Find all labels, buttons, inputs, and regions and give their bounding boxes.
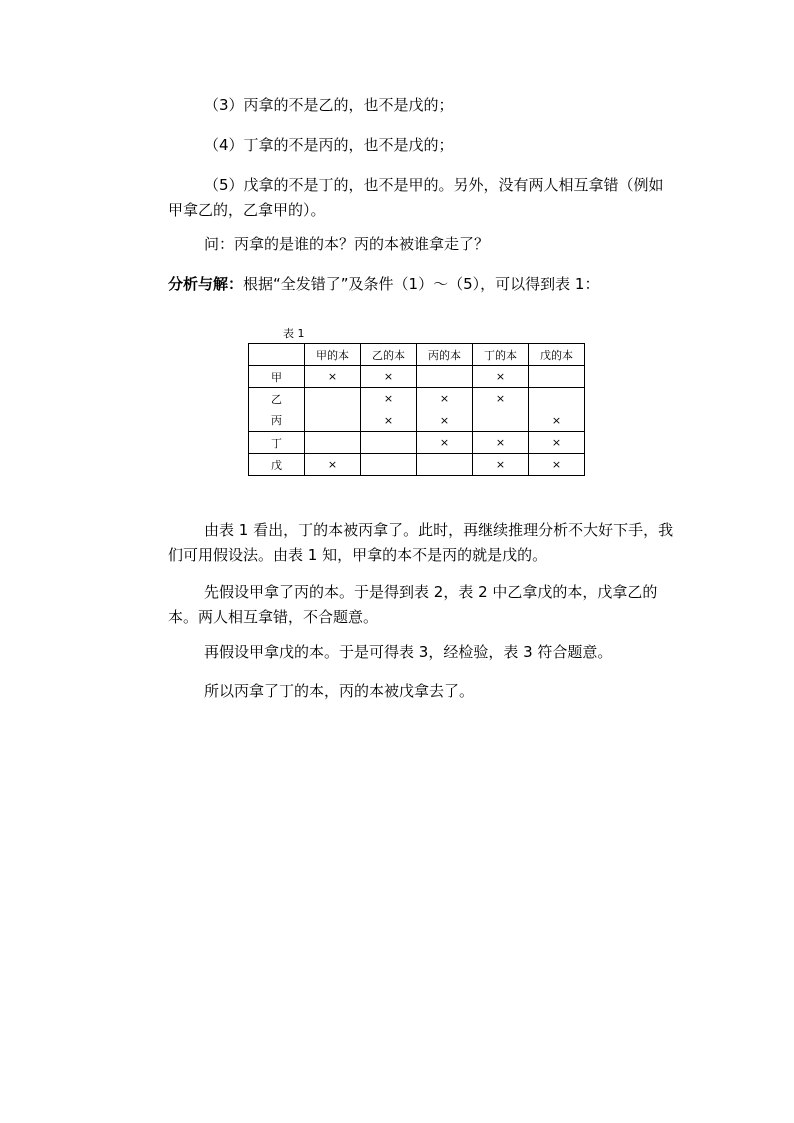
table-cell: ×	[439, 413, 450, 427]
header-cell: 戊的本	[529, 344, 585, 366]
condition-4: （4）丁拿的不是丙的，也不是戊的；	[204, 136, 454, 154]
table-cell	[305, 388, 360, 410]
analysis-paragraph	[168, 272, 678, 297]
table-cell: ×	[529, 454, 585, 476]
analysis-text: 根据“全发错了”及条件（1）～（5），可以得到表 1：	[243, 275, 600, 293]
table-cell	[305, 410, 360, 432]
table-1	[248, 343, 585, 476]
row-label: 甲	[249, 366, 305, 388]
table-cell	[417, 454, 473, 476]
table-cell	[473, 410, 528, 432]
paragraph-assumption-2: 再假设甲拿戊的本。于是可得表 3，经检验，表 3 符合题意。	[204, 643, 613, 661]
table-cell: ×	[473, 454, 529, 476]
header-cell: 甲的本	[305, 344, 361, 366]
table-cell: ×	[439, 392, 450, 406]
table-cell-pair	[305, 388, 361, 432]
table-cell: ×	[417, 432, 473, 454]
table-cell	[361, 454, 417, 476]
header-cell: 乙的本	[361, 344, 417, 366]
paragraph-assumption-1: 先假设甲拿了丙的本。于是得到表 2，表 2 中乙拿戊的本，戊拿乙的本。两人相互拿错，不合题意。	[168, 583, 658, 626]
row-label: 戊	[249, 454, 305, 476]
table-cell	[417, 366, 473, 388]
table-cell	[305, 432, 361, 454]
analysis-label: 分析与解：	[168, 275, 244, 293]
table-cell: ×	[529, 432, 585, 454]
table-cell	[529, 388, 584, 410]
paragraph-final-answer: 所以丙拿了丁的本，丙的本被戊拿去了。	[204, 682, 475, 700]
row-label: 丁	[249, 432, 305, 454]
header-cell-corner	[249, 344, 305, 366]
table-cell: ×	[383, 413, 394, 427]
table-header-row	[249, 344, 585, 366]
table-caption: 表 1	[283, 327, 305, 340]
table-cell: ×	[473, 366, 529, 388]
table-cell-pair	[361, 388, 417, 432]
row-label: 丙	[271, 414, 282, 428]
table-cell-pair	[249, 388, 305, 432]
header-cell: 丙的本	[417, 344, 473, 366]
table-cell: ×	[305, 454, 361, 476]
table-row	[249, 432, 585, 454]
table-cell: ×	[473, 432, 529, 454]
table-cell-pair	[417, 388, 473, 432]
table-row	[249, 454, 585, 476]
table-cell	[361, 432, 417, 454]
condition-3: （3）丙拿的不是乙的，也不是戊的；	[204, 96, 454, 114]
table-cell: ×	[551, 413, 562, 427]
table-cell: ×	[361, 366, 417, 388]
table-cell	[529, 366, 585, 388]
table-row-merged	[249, 388, 585, 432]
paragraph-conclusion-1: 由表 1 看出，丁的本被丙拿了。此时，再继续推理分析不大好下手，我们可用假设法。由表 1 知，甲拿的本不是丙的就是戊的。	[168, 521, 674, 564]
table-cell: ×	[305, 366, 361, 388]
question: 问：丙拿的是谁的本？丙的本被谁拿走了？	[204, 235, 490, 253]
table-cell-pair	[529, 388, 585, 432]
row-label: 乙	[271, 392, 282, 406]
header-cell: 丁的本	[473, 344, 529, 366]
table-cell: ×	[383, 392, 394, 406]
table-cell: ×	[495, 392, 506, 406]
table-cell-pair	[473, 388, 529, 432]
condition-5: （5）戊拿的不是丁的，也不是甲的。另外，没有两人相互拿错（例如甲拿乙的，乙拿甲的）。	[168, 176, 664, 219]
table-row	[249, 366, 585, 388]
